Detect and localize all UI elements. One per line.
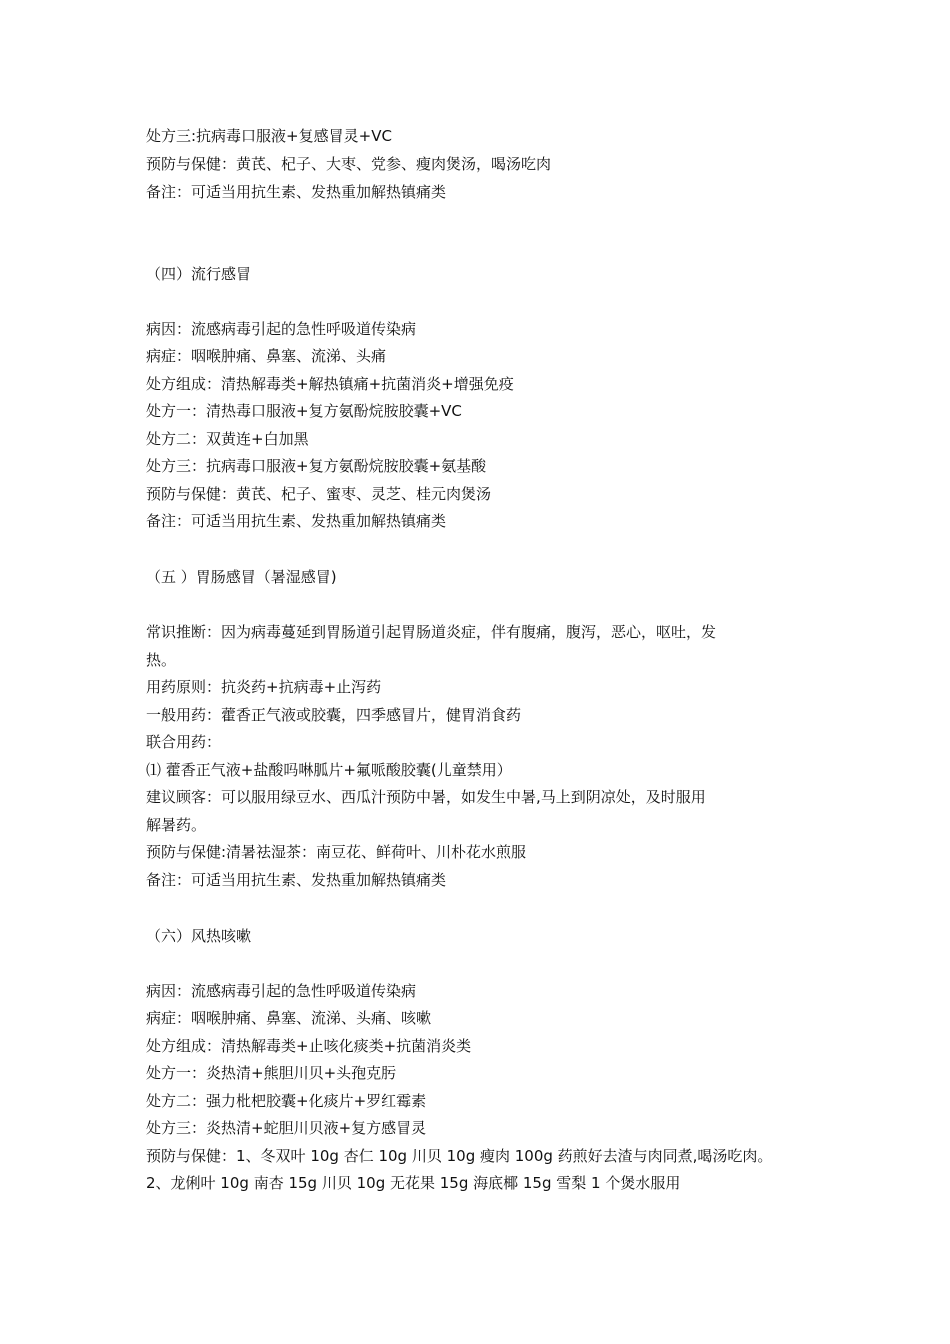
section-heading: （四）流行感冒: [146, 265, 252, 283]
text-line: 建议顾客：可以服用绿豆水、西瓜汁预防中暑，如发生中暑,马上到阴凉处，及时服用: [146, 788, 706, 806]
text-line: 备注：可适当用抗生素、发热重加解热镇痛类: [146, 871, 447, 889]
text-line: 热。: [146, 651, 177, 669]
text-line: 预防与保健:清暑祛湿茶：南豆花、鲜荷叶、川朴花水煎服: [146, 843, 527, 861]
text-line: 处方二：双黄连+白加黑: [146, 430, 309, 448]
text-line: 备注：可适当用抗生素、发热重加解热镇痛类: [146, 183, 447, 201]
text-line: 用药原则：抗炎药+抗病毒+止泻药: [146, 678, 382, 696]
text-line: 处方三：抗病毒口服液+复方氨酚烷胺胶囊+氨基酸: [146, 457, 487, 475]
text-line: 处方组成：清热解毒类+止咳化痰类+抗菌消炎类: [146, 1037, 472, 1055]
text-line: 备注：可适当用抗生素、发热重加解热镇痛类: [146, 512, 447, 530]
text-line: 处方三:抗病毒口服液+复感冒灵+VC: [146, 127, 392, 145]
text-line: 处方组成：清热解毒类+解热镇痛+抗菌消炎+增强免疫: [146, 375, 514, 393]
text-line: 预防与保健：1、冬双叶 10g 杏仁 10g 川贝 10g 瘦肉 100g 药煎好去渣与肉同煮,喝汤吃肉。: [146, 1147, 773, 1165]
section-heading: （六）风热咳嗽: [146, 927, 252, 945]
text-line: 病因：流感病毒引起的急性呼吸道传染病: [146, 320, 417, 338]
text-line: 常识推断：因为病毒蔓延到胃肠道引起胃肠道炎症，伴有腹痛，腹泻，恶心，呕吐，发: [146, 623, 717, 641]
text-line: 处方三：炎热清+蛇胆川贝液+复方感冒灵: [146, 1119, 427, 1137]
text-line: 病症：咽喉肿痛、鼻塞、流涕、头痛、咳嗽: [146, 1009, 432, 1027]
text-line: ⑴ 藿香正气液+盐酸吗啉胍片+氟哌酸胶囊(儿童禁用）: [146, 761, 512, 779]
text-line: 一般用药：藿香正气液或胶囊，四季感冒片，健胃消食药: [146, 706, 522, 724]
text-line: 预防与保健：黄芪、杞子、蜜枣、灵芝、桂元肉煲汤: [146, 485, 492, 503]
text-line: 处方一：清热毒口服液+复方氨酚烷胺胶囊+VC: [146, 402, 462, 420]
text-line: 处方一：炎热清+熊胆川贝+头孢克肟: [146, 1064, 397, 1082]
text-line: 病因：流感病毒引起的急性呼吸道传染病: [146, 982, 417, 1000]
text-line: 解暑药。: [146, 816, 207, 834]
text-line: 处方二：强力枇杷胶囊+化痰片+罗红霉素: [146, 1092, 427, 1110]
section-heading: （五 ）胃肠感冒（暑湿感冒): [146, 568, 337, 586]
text-line: 预防与保健：黄芪、杞子、大枣、党参、瘦肉煲汤，喝汤吃肉: [146, 155, 552, 173]
text-line: 联合用药：: [146, 733, 222, 751]
text-line: 病症：咽喉肿痛、鼻塞、流涕、头痛: [146, 347, 387, 365]
text-line: 2、龙俐叶 10g 南杏 15g 川贝 10g 无花果 15g 海底椰 15g 雪梨 1 个煲水服用: [146, 1174, 681, 1192]
